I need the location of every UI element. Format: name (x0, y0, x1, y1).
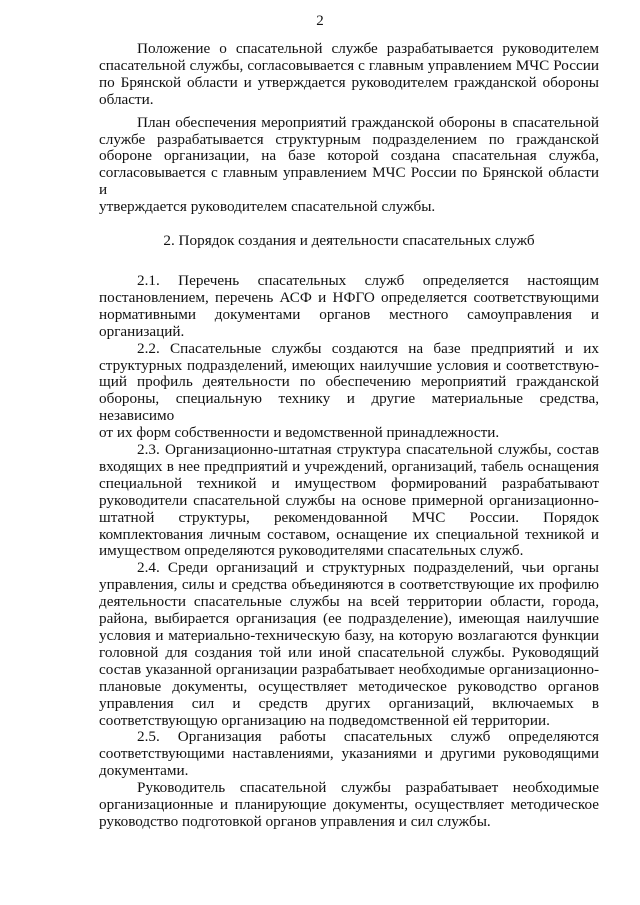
text-line: нормативными документами органов местного самоуправления и (99, 305, 599, 323)
text-line: обороне организации, на базе которой создана спасательная служба, (99, 147, 599, 165)
text-line: соответствующими наставлениями, указаниями и другими руководящими (99, 745, 599, 763)
text-line: 2.4. Среди организаций и структурных подразделений, чьи органы (137, 559, 599, 577)
document-body (99, 41, 599, 831)
text-line: согласовывается с главным управлением МЧС России по Брянской области и (99, 164, 599, 199)
text-line: спасательной службы, согласовывается с главным управлением МЧС России (99, 56, 599, 74)
text-line: входящих в нее предприятий и учреждений, организаций, табель оснащения (99, 457, 599, 475)
text-line: организаций. (99, 322, 185, 340)
intro-paragraphs (99, 41, 599, 216)
text-line: комплектования личным составом, оснащение их специальной техникой и (99, 525, 599, 543)
paragraph (99, 115, 599, 216)
paragraph (99, 560, 599, 729)
section-paragraphs (99, 273, 599, 831)
text-line: соответствующую организацию на подведомственной ей территории. (99, 711, 550, 729)
text-line: области. (99, 90, 154, 108)
text-line: от их форм собственности и ведомственной принадлежности. (99, 424, 500, 442)
text-line: управления, силы и средства объединяются в соответствующие их профилю (99, 576, 599, 594)
text-line: организационные и планирующие документы, осуществляет методическое (99, 796, 599, 814)
text-line: щий профиль деятельности по обеспечению мероприятий гражданской (99, 373, 599, 391)
text-line: руководители спасательной службы на основе примерной организационно- (99, 491, 599, 509)
text-line: 2.3. Организационно-штатная структура спасательной службы, состав (137, 441, 599, 459)
paragraph (99, 273, 599, 341)
text-line: постановлением, перечень АСФ и НФГО определяется соответствующими (99, 288, 599, 306)
text-line: План обеспечения мероприятий гражданской обороны в спасательной (137, 113, 599, 131)
text-line: документами. (99, 762, 189, 780)
text-line: обороны, специальную технику и другие материальные средства, независимо (99, 390, 599, 425)
paragraph (99, 41, 599, 109)
text-line: 2.5. Организация работы спасательных служб определяются (137, 728, 599, 746)
text-line: 2.1. Перечень спасательных служб определяется настоящим (137, 271, 599, 289)
text-line: плановые документы, осуществляет методическое руководство органов (99, 677, 599, 695)
text-line: руководство подготовкой органов управления и сил службы. (99, 812, 491, 830)
text-line: Положение о спасательной службе разрабатывается руководителем (137, 40, 599, 57)
text-line: по Брянской области и утверждается руководителем гражданской обороны (99, 73, 599, 91)
text-line: состав указанной организации разрабатывает необходимые организационно- (99, 660, 599, 678)
text-line: специальной техникой и имуществом формирований разрабатывают (99, 474, 599, 492)
text-line: Руководитель спасательной службы разрабатывает необходимые (137, 779, 599, 797)
text-line: района, выбирается организация (ее подразделение), имеющая наилучшие (99, 610, 599, 628)
text-line: имуществом определяются руководителями спасательных служб. (99, 542, 524, 560)
text-line: структурных подразделений, имеющих наилучшие условия и соответствую- (99, 356, 599, 374)
paragraph (99, 341, 599, 442)
paragraph (99, 442, 599, 560)
text-line: службе разрабатывается структурным подразделением по гражданской (99, 130, 599, 148)
text-line: утверждается руководителем спасательной службы. (99, 198, 436, 216)
text-line: деятельности спасательные службы на всей территории области, города, (99, 593, 599, 611)
section-heading: 2. Порядок создания и деятельности спасательных служб (163, 232, 535, 250)
text-line: условия и материально-техническую базу, на которую возлагаются функции (99, 627, 599, 644)
paragraph (99, 780, 599, 831)
text-line: головной для создания той или иной спасательной службы. Руководящий (99, 643, 599, 661)
text-line: штатной структуры, рекомендованной МЧС России. Порядок (99, 508, 599, 526)
page-number: 2 (316, 13, 324, 29)
text-line: 2.2. Спасательные службы создаются на базе предприятий и их (137, 339, 599, 357)
paragraph (99, 729, 599, 780)
text-line: управления сил и средств других организаций, включаемых в (99, 694, 599, 712)
